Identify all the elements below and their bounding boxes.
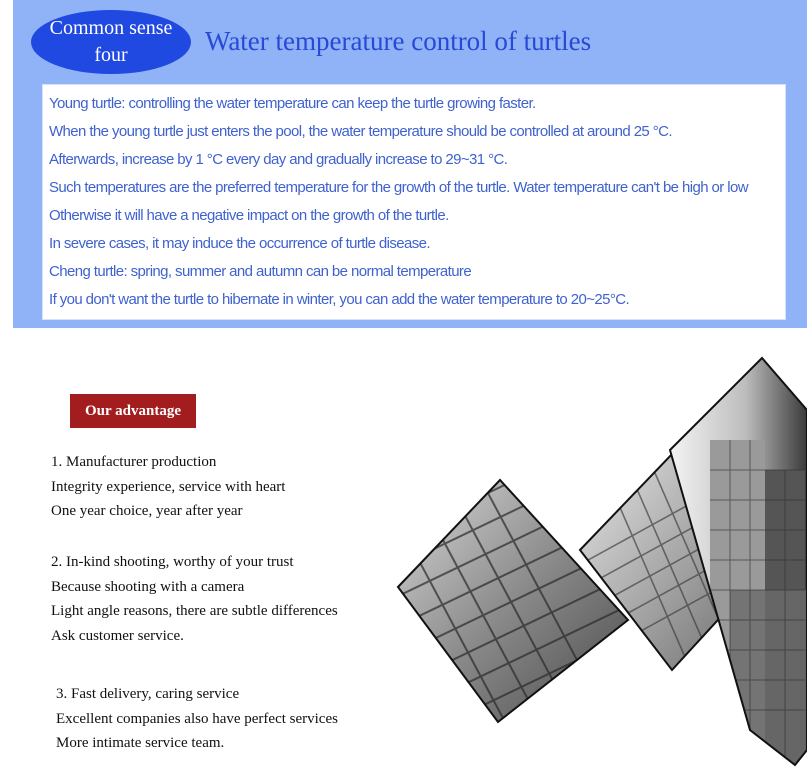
common-sense-badge [31,10,191,74]
info-line: In severe cases, it may induce the occurrence of turtle disease. [49,235,430,252]
badge-line-1: Common sense [49,17,173,39]
info-text-box [42,84,786,320]
info-line: Otherwise it will have a negative impact on the growth of the turtle. [49,207,449,224]
common-sense-panel [13,0,807,328]
advantage-line: 2. In-kind shooting, worthy of your trust [51,554,294,570]
info-line: Such temperatures are the preferred temperature for the growth of the turtle. Water temperature can't be high or low [49,179,748,196]
badge-line-2: four [94,44,128,66]
building-diamond-images [390,350,807,771]
advantage-line: 1. Manufacturer production [51,454,217,470]
info-line: Afterwards, increase by 1 °C every day and gradually increase to 29~31 °C. [49,151,508,168]
info-line: Cheng turtle: spring, summer and autumn can be normal temperature [49,263,472,280]
advantage-line: Light angle reasons, there are subtle differences [51,603,338,619]
our-advantage-badge: Our advantage [70,394,196,428]
panel-title: Water temperature control of turtles [205,26,592,56]
advantage-group-3 [56,682,338,756]
info-line: Young turtle: controlling the water temperature can keep the turtle growing faster. [49,95,536,112]
advantage-group-2 [51,550,338,648]
advantage-line: Integrity experience, service with heart [51,478,286,495]
advantage-line: One year choice, year after year [51,503,243,519]
info-line: If you don't want the turtle to hibernate in winter, you can add the water temperature to 20~25°C. [49,291,630,308]
advantage-line: Because shooting with a camera [51,578,245,595]
advantage-line: More intimate service team. [56,735,225,751]
advantage-line: Excellent companies also have perfect services [56,710,338,727]
info-line: When the young turtle just enters the pool, the water temperature should be controlled at around 25 °C. [49,123,672,140]
advantage-line: Ask customer service. [51,627,184,644]
advantage-line: 3. Fast delivery, caring service [56,686,240,702]
advantage-group-1 [51,450,285,524]
